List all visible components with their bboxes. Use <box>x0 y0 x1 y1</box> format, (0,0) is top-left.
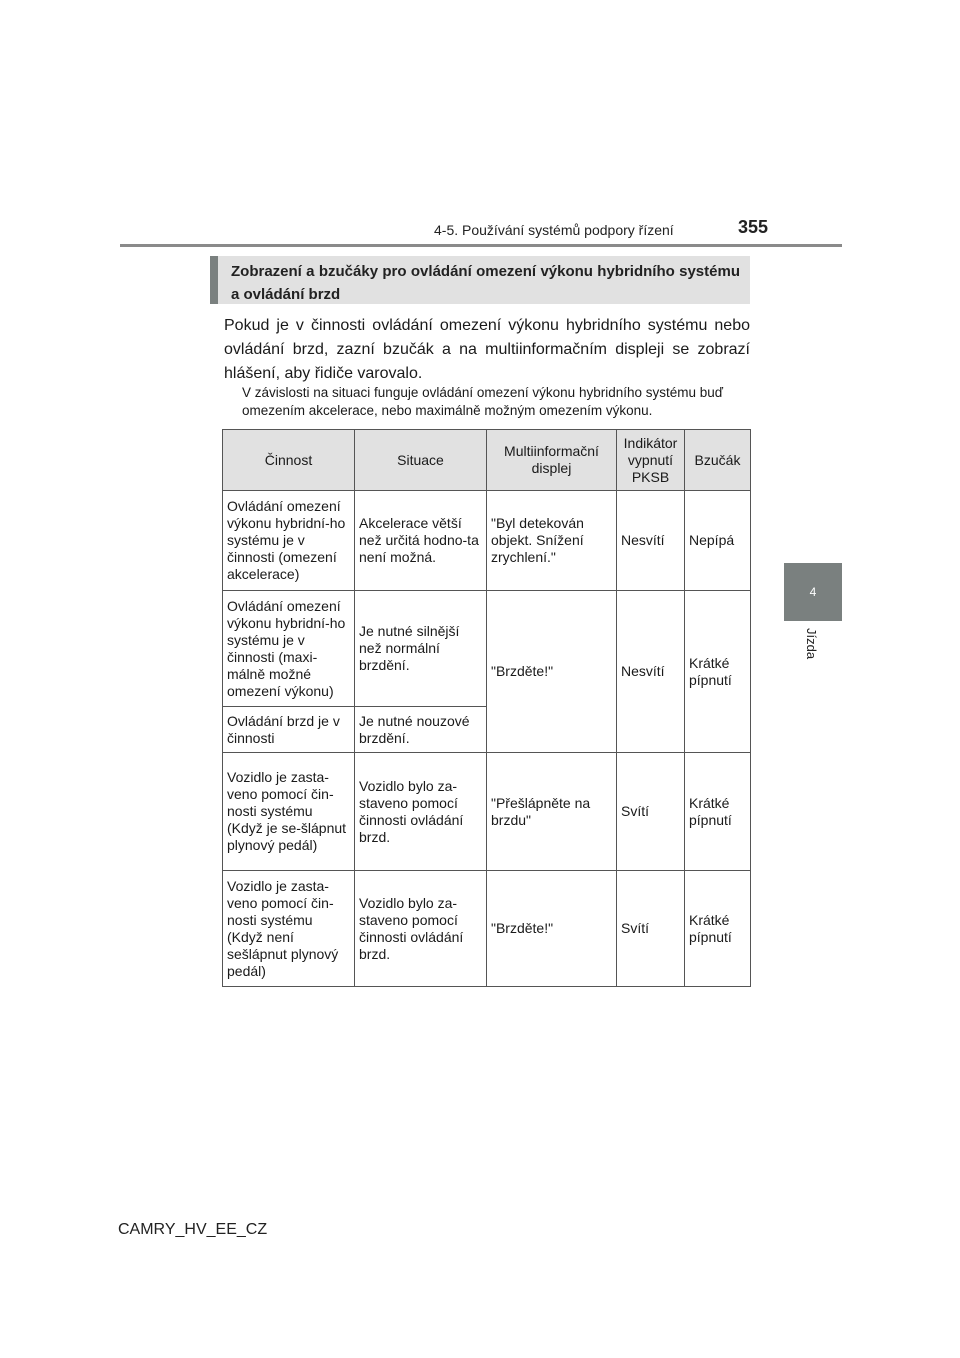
table-cell: Krátké pípnutí <box>685 753 751 871</box>
table-cell: Svítí <box>617 871 685 987</box>
header-rule <box>120 244 842 247</box>
table-cell: Nesvítí <box>617 491 685 591</box>
table-row <box>223 591 751 707</box>
table-cell: Ovládání omezení výkonu hybridní-ho systému je v činnosti (omezení akcelerace) <box>223 491 355 591</box>
column-header: Situace <box>355 430 487 491</box>
column-header: Multiinformační displej <box>487 430 617 491</box>
table-cell: Ovládání omezení výkonu hybridní-ho systému je v činnosti (maxi-málně možné omezení výkonu) <box>223 591 355 707</box>
table-cell: Svítí <box>617 753 685 871</box>
table-header-row <box>223 430 751 491</box>
chapter-tab-number: 4 <box>809 585 817 599</box>
table-cell: Nesvítí <box>617 591 685 753</box>
footer-model-code: CAMRY_HV_EE_CZ <box>118 1221 268 1238</box>
table-cell: Je nutné silnější než normální brzdění. <box>355 591 487 707</box>
note-paragraph: V závislosti na situaci funguje ovládání omezení výkonu hybridního systému buď omezením akcelerace, nebo maximálně možným omezením výkonu. <box>242 385 724 418</box>
table-cell: "Přešlápněte na brzdu" <box>487 753 617 871</box>
table-cell: Vozidlo bylo za-staveno pomocí činnosti ovládání brzd. <box>355 753 487 871</box>
warning-table <box>222 429 751 987</box>
table-cell: "Brzděte!" <box>487 591 617 753</box>
table-cell: "Byl detekován objekt. Snížení zrychlení." <box>487 491 617 591</box>
table-row <box>223 753 751 871</box>
column-header: Činnost <box>223 430 355 491</box>
table-row <box>223 491 751 591</box>
header-section-title: 4-5. Používání systémů podpory řízení <box>434 222 674 238</box>
table-cell: Vozidlo je zasta-veno pomocí čin-nosti systému (Když je se-šlápnut plynový pedál) <box>223 753 355 871</box>
page-number: 355 <box>738 217 769 237</box>
section-title: Zobrazení a bzučáky pro ovládání omezení výkonu hybridního systému a ovládání brzd <box>231 263 740 303</box>
column-header: Bzučák <box>685 430 751 491</box>
table-cell: Krátké pípnutí <box>685 871 751 987</box>
intro-paragraph: Pokud je v činnosti ovládání omezení výkonu hybridního systému nebo ovládání brzd, zazní bzučák a na multiinformačním displeji se zobrazí hlášení, aby řidiče varovalo. <box>224 317 750 382</box>
table-cell: "Brzděte!" <box>487 871 617 987</box>
chapter-tab[interactable] <box>784 563 842 621</box>
table-cell: Vozidlo je zasta-veno pomocí čin-nosti systému (Když není sešlápnut plynový pedál) <box>223 871 355 987</box>
table-cell: Krátké pípnutí <box>685 591 751 753</box>
table-cell: Ovládání brzd je v činnosti <box>223 707 355 753</box>
table-cell: Je nutné nouzové brzdění. <box>355 707 487 753</box>
table-cell: Akcelerace větší než určitá hodno-ta není možná. <box>355 491 487 591</box>
chapter-tab-label: Jízda <box>804 628 819 660</box>
table-cell: Vozidlo bylo za-staveno pomocí činnosti ovládání brzd. <box>355 871 487 987</box>
table-cell: Nepípá <box>685 491 751 591</box>
section-title-box <box>210 256 750 304</box>
column-header: Indikátor vypnutí PKSB <box>617 430 685 491</box>
table-row <box>223 871 751 987</box>
